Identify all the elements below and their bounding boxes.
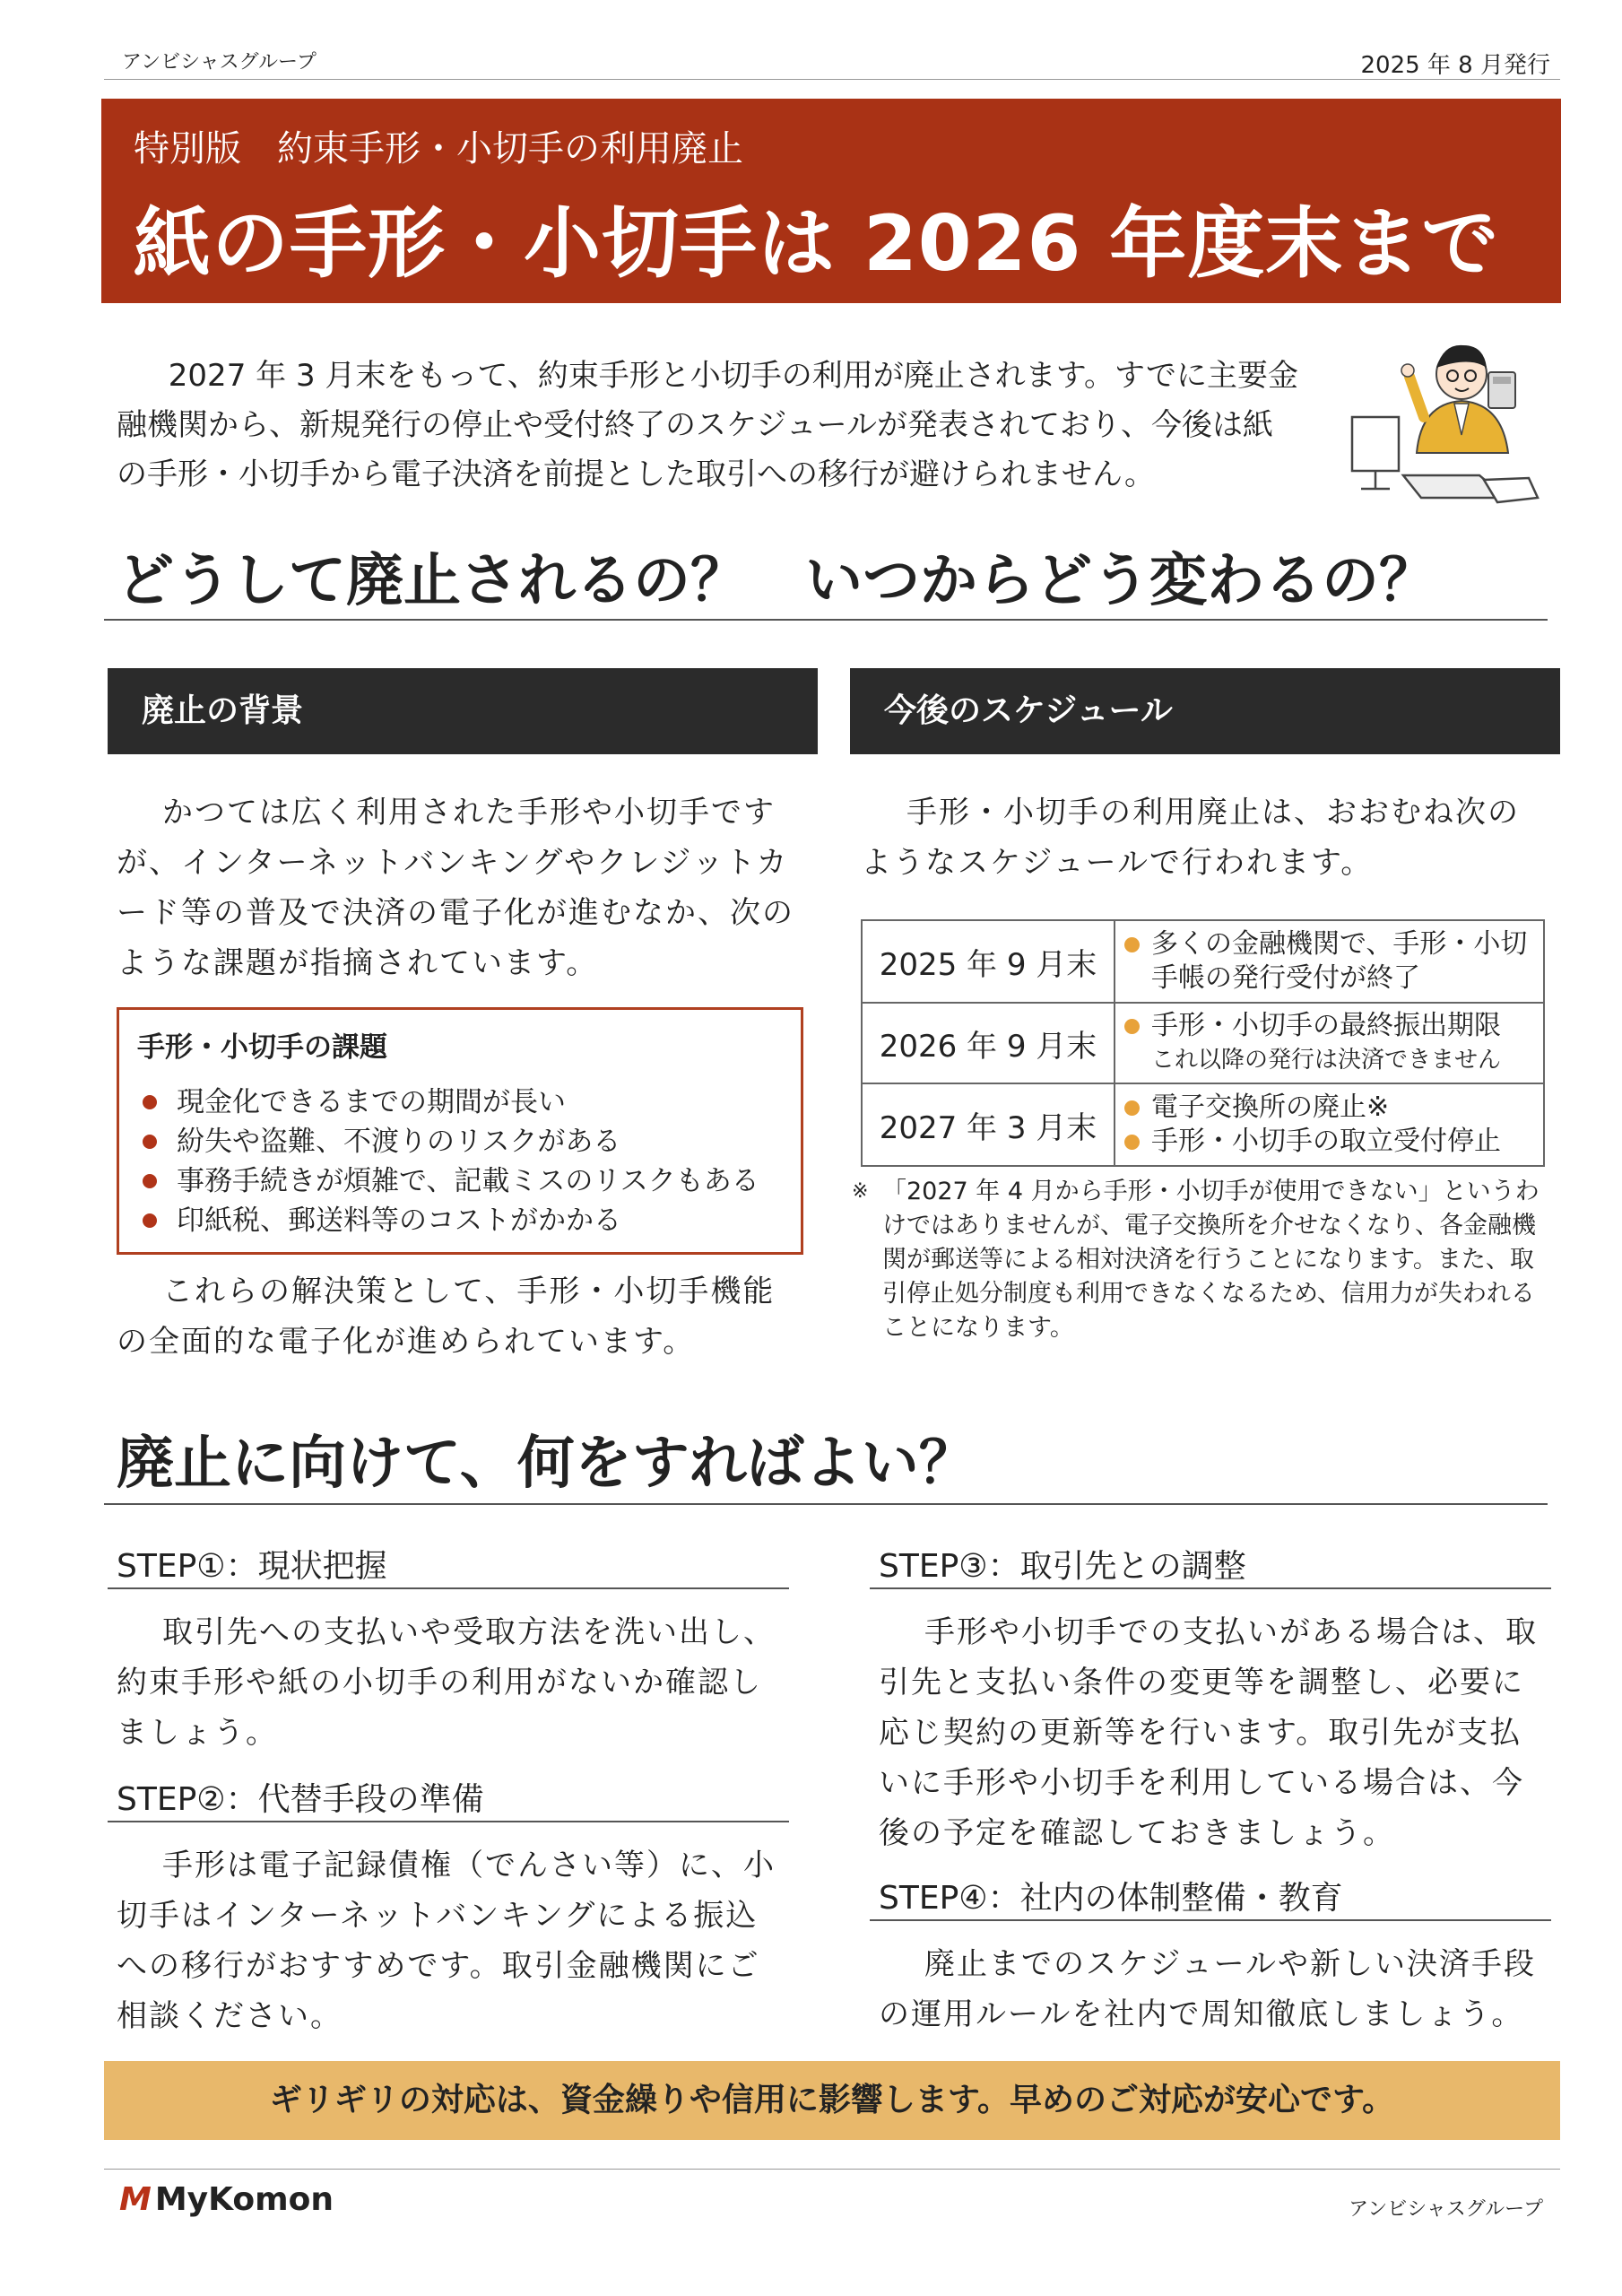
step4-title: STEP④：社内の体制整備・教育 (879, 1880, 1343, 1917)
background-paragraph: かつては広く利用された手形や小切手ですが、インターネットバンキングやクレジットカード等の普及で決済の電子化が進むなか、次のような課題が指摘されています。 (117, 795, 794, 981)
header-company: アンビシャスグループ (122, 51, 317, 74)
issue-item (137, 1083, 783, 1122)
issue-item (137, 1201, 783, 1240)
schedule-item (1123, 927, 1536, 996)
issue-date: 2025 年 8 月発行 (1360, 52, 1550, 79)
schedule-item (1123, 1009, 1536, 1077)
schedule-item (1123, 1125, 1536, 1159)
issue-item (137, 1122, 783, 1161)
mykomon-logo (119, 2181, 334, 2218)
schedule-date: 2026 年 9 月末 (862, 1003, 1115, 1083)
step2-title: STEP②：代替手段の準備 (117, 1781, 484, 1818)
schedule-date: 2027 年 3 月末 (862, 1083, 1115, 1166)
banner-subtitle: 特別版 約束手形・小切手の利用廃止 (134, 128, 743, 170)
section1-rule (104, 619, 1548, 621)
issue-text: 事務手続きが煩雑で、記載ミスのリスクもある (177, 1165, 759, 1197)
issues-list (137, 1083, 783, 1240)
footer-company: アンビシャスグループ (1349, 2198, 1543, 2221)
schedule-items (1115, 1003, 1544, 1083)
bullet-icon (143, 1135, 157, 1149)
step4-body: 廃止までのスケジュールや新しい決済手段の運用ルールを社内で周知徹底しましょう。 (879, 1946, 1536, 2032)
table-row (862, 920, 1544, 1003)
step1-rule (108, 1587, 789, 1589)
bullet-icon (143, 1213, 157, 1228)
person-icon (1401, 345, 1515, 453)
step3-body: 手形や小切手での支払いがある場合は、取引先と支払い条件の変更等を調整し、必要に応じ契約の更新等を行います。取引先が支払いに手形や小切手を利用している場合は、今後の予定を確認しておきましょう。 (879, 1614, 1538, 1851)
schedule-date: 2025 年 9 月末 (862, 920, 1115, 1003)
section2-rule (104, 1503, 1548, 1505)
issues-title: 手形・小切手の課題 (137, 1031, 387, 1064)
logo-mark-icon: M (119, 2181, 152, 2218)
section2-heading: 廃止に向けて、何をすればよい？ (117, 1431, 976, 1497)
schedule-item-text: 手形・小切手の最終振出期限 (1151, 1010, 1501, 1041)
issues-box (117, 1007, 803, 1255)
title-banner (101, 99, 1561, 303)
note-mark: ※ (852, 1180, 869, 1203)
step3-title: STEP③：取引先との調整 (879, 1548, 1246, 1585)
step1-title: STEP①：現状把握 (117, 1548, 387, 1585)
schedule-heading: 今後のスケジュール (850, 668, 1560, 754)
schedule-item-text: 手形・小切手の取立受付停止 (1151, 1126, 1501, 1157)
bullet-icon (143, 1174, 157, 1188)
issue-text: 紛失や盗難、不渡りのリスクがある (177, 1126, 621, 1158)
businessman-illustration (1336, 318, 1547, 511)
banner-title: 紙の手形・小切手は 2026 年度末まで (134, 199, 1500, 289)
logo-text: MyKomon (154, 2181, 334, 2218)
schedule-items (1115, 1083, 1544, 1166)
bullet-icon (143, 1095, 157, 1109)
bullet-icon (1124, 1100, 1140, 1116)
bullet-icon (1124, 1135, 1140, 1150)
step3-rule (870, 1587, 1551, 1589)
cta-banner: ギリギリの対応は、資金繰りや信用に影響します。早めのご対応が安心です。 (104, 2061, 1560, 2140)
table-row (862, 1083, 1544, 1166)
bullet-icon (1124, 937, 1140, 952)
table-row (862, 1003, 1544, 1083)
schedule-item-text: 多くの金融機関で、手形・小切手帳の発行受付が終了 (1151, 928, 1528, 994)
schedule-items (1115, 920, 1544, 1003)
bullet-icon (1124, 1019, 1140, 1034)
background-heading: 廃止の背景 (108, 668, 818, 754)
schedule-table (861, 919, 1545, 1167)
schedule-paragraph: 手形・小切手の利用廃止は、おおむね次のようなスケジュールで行われます。 (861, 795, 1520, 881)
issue-text: 現金化できるまでの期間が長い (177, 1086, 566, 1118)
footer-rule (104, 2169, 1560, 2170)
issue-item (137, 1161, 783, 1201)
intro-paragraph: 2027 年 3 月末をもって、約束手形と小切手の利用が廃止されます。すでに主要金融機関から、新規発行の停止や受付終了のスケジュールが発表されており、今後は紙の手形・小切手から電子決済を前提とした取引への移行が避けられません。 (117, 358, 1298, 492)
issue-text: 印紙税、郵送料等のコストがかかる (177, 1205, 621, 1237)
note-text: 「2027 年 4 月から手形・小切手が使用できない」というわけではありませんが、電子交換所を介せなくなり、各金融機関が郵送等による相対決済を行うことになります。また、取引停止処分制度も利用できなくなるため、信用力が失われることになります。 (882, 1178, 1540, 1342)
schedule-item-subtext: これ以降の発行は決済できません (1151, 1047, 1502, 1074)
section1-heading: どうして廃止されるの？ いつからどう変わるの？ (117, 548, 1436, 614)
step4-rule (870, 1919, 1551, 1921)
schedule-item-text: 電子交換所の廃止※ (1151, 1091, 1390, 1123)
background-closing: これらの解決策として、手形・小切手機能の全面的な電子化が進められています。 (117, 1274, 776, 1360)
header-rule (104, 79, 1560, 80)
step2-body: 手形は電子記録債権（でんさい等）に、小切手はインターネットバンキングによる振込への移行がおすすめです。取引金融機関にご相談ください。 (117, 1848, 776, 2034)
schedule-item (1123, 1091, 1536, 1125)
step1-body: 取引先への支払いや受取方法を洗い出し、約束手形や紙の小切手の利用がないか確認しましょう。 (117, 1614, 776, 1751)
step2-rule (108, 1821, 789, 1822)
